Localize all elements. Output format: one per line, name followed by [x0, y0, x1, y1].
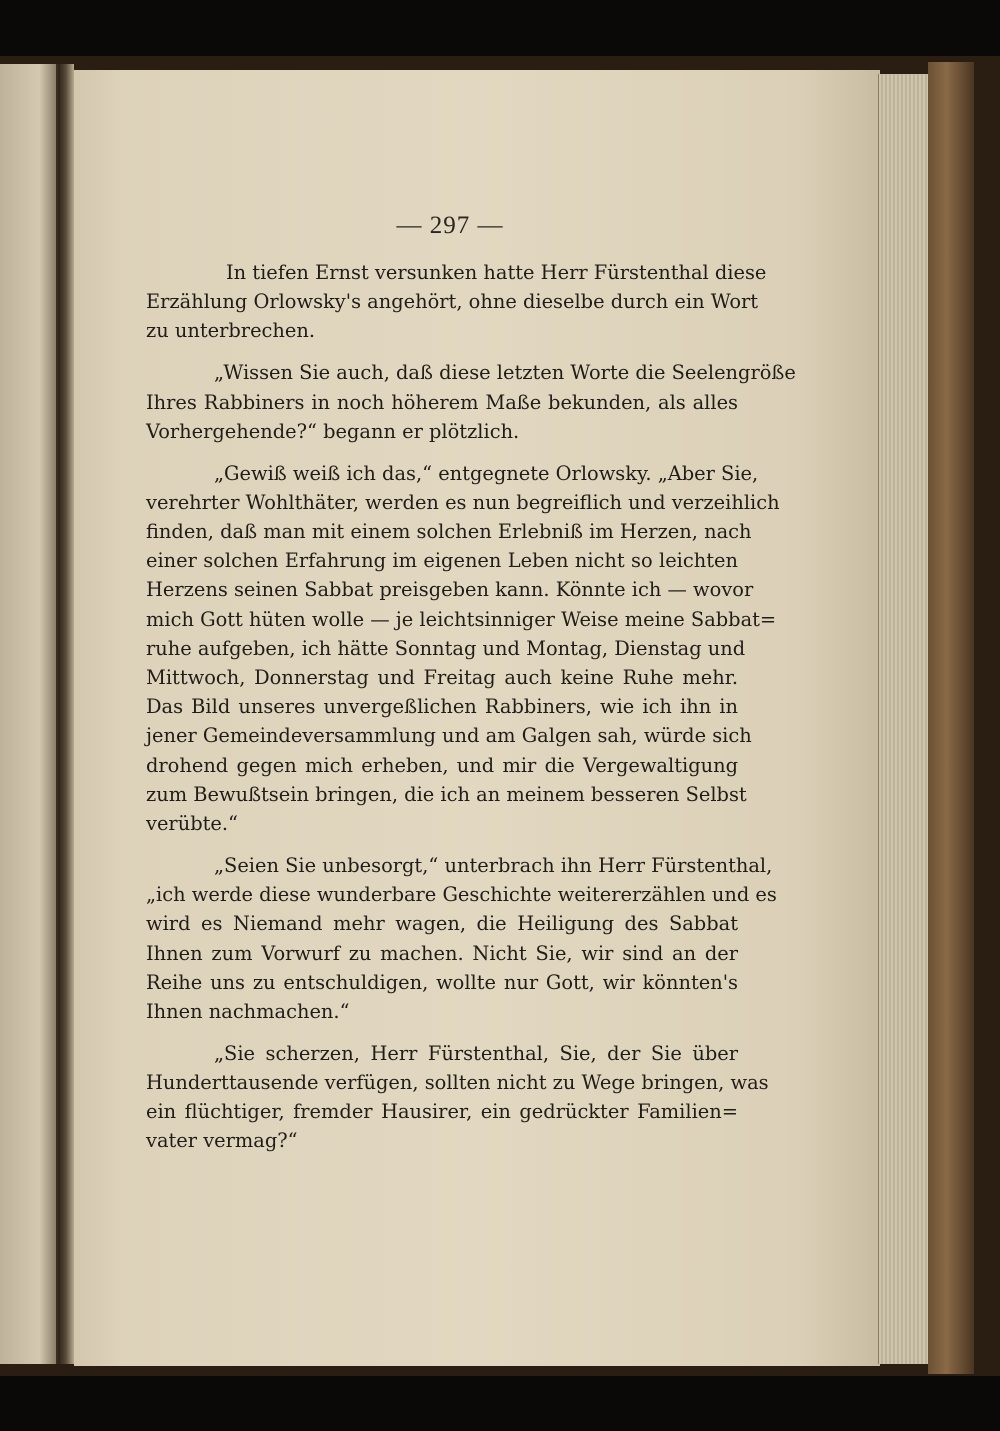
text-line: „Seien Sie unbesorgt,“ unterbrach ihn Herr Fürstenthal,: [214, 853, 773, 877]
page-fore-edge: [878, 74, 929, 1364]
text-line: „Wissen Sie auch, daß diese letzten Worte die Seelengröße: [214, 361, 796, 385]
text-line: zu unterbrechen.: [146, 319, 316, 343]
text-line: jener Gemeindeversammlung und am Galgen sah, würde sich: [146, 724, 752, 748]
paragraph: [146, 358, 796, 446]
text-line: zum Bewußtsein bringen, die ich an meinem besseren Selbst: [146, 782, 747, 806]
text-line: ruhe aufgeben, ich hätte Sonntag und Montag, Dienstag und: [146, 636, 746, 660]
page-text: [146, 258, 796, 1156]
text-line: ein flüchtiger, fremder Hausirer, ein gedrückter Familien=: [146, 1100, 738, 1124]
page-number: — 297 —: [396, 212, 504, 239]
text-line: drohend gegen mich erheben, und mir die Vergewaltigung: [146, 753, 738, 777]
text-line: Hunderttausende verfügen, sollten nicht zu Wege bringen, was: [146, 1071, 769, 1095]
text-line: verübte.“: [146, 812, 238, 836]
text-line: verehrter Wohlthäter, werden es nun begreiflich und verzeihlich: [146, 490, 780, 514]
paragraph: [146, 459, 780, 839]
text-line: einer solchen Erfahrung im eigenen Leben nicht so leichten: [146, 549, 738, 573]
text-line: „Gewiß weiß ich das,“ entgegnete Orlowsky. „Aber Sie,: [214, 461, 759, 485]
text-line: Reihe uns zu entschuldigen, wollte nur Gott, wir könnten's: [146, 970, 738, 994]
text-line: Ihres Rabbiners in noch höherem Maße bekunden, als alles: [146, 390, 738, 414]
text-line: finden, daß man mit einem solchen Erlebniß im Herzen, nach: [146, 520, 752, 543]
cover-board-edge: [928, 62, 974, 1374]
text-line: wird es Niemand mehr wagen, die Heiligung des Sabbat: [146, 912, 738, 936]
text-line: Ihnen zum Vorwurf zu machen. Nicht Sie, wir sind an der: [146, 941, 738, 965]
text-line: In tiefen Ernst versunken hatte Herr Fürstenthal diese: [226, 261, 767, 284]
text-line: Das Bild unseres unvergeßlichen Rabbiners, wie ich ihn in: [146, 695, 738, 719]
book-gutter: [58, 64, 74, 1364]
text-line: Herzens seinen Sabbat preisgeben kann. Könnte ich — wovor: [146, 578, 754, 602]
text-line: „Sie scherzen, Herr Fürstenthal, Sie, der Sie über: [214, 1041, 738, 1065]
text-line: Ihnen nachmachen.“: [146, 999, 350, 1023]
paragraph: [146, 258, 767, 346]
text-line: Erzählung Orlowsky's angehört, ohne dieselbe durch ein Wort: [146, 290, 759, 314]
text-line: vater vermag?“: [146, 1129, 298, 1153]
left-page-edge: [0, 64, 58, 1364]
text-line: „ich werde diese wunderbare Geschichte weitererzählen und es: [146, 883, 777, 907]
paragraph: [146, 1039, 769, 1156]
text-line: mich Gott hüten wolle — je leichtsinniger Weise meine Sabbat=: [146, 607, 777, 631]
text-line: Mittwoch, Donnerstag und Freitag auch keine Ruhe mehr.: [146, 666, 738, 690]
paragraph: [146, 851, 777, 1026]
text-line: Vorhergehende?“ begann er plötzlich.: [146, 419, 520, 443]
